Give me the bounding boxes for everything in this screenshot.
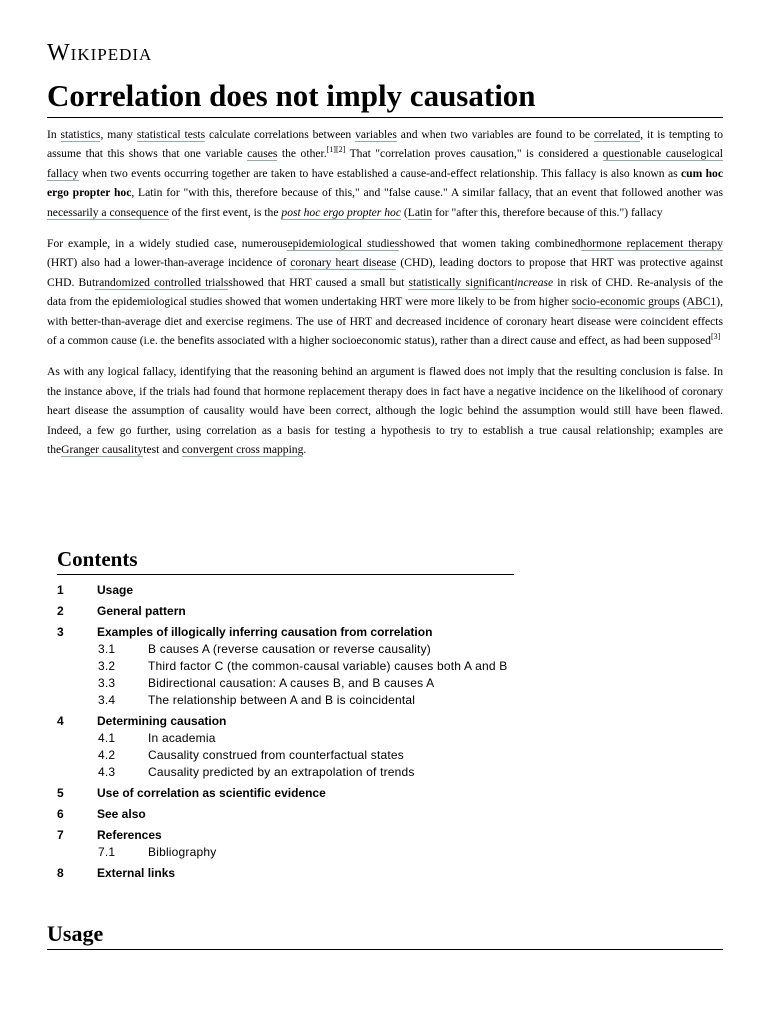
toc-subitem-label: In academia [148,731,216,745]
link-correlated[interactable]: correlated [593,128,641,141]
toc-item[interactable] [57,713,514,730]
toc-item-label: Use of correlation as scientific evidence [97,786,326,800]
italic-term: increase [514,275,554,289]
text: . [303,443,307,457]
link-questionable-cause[interactable]: questionable causelogical fallacy [47,147,723,180]
toc-item-label: General pattern [97,604,186,618]
toc-subitem-number: 4.3 [98,765,116,779]
toc-subitem[interactable] [57,692,514,709]
text: (CHD), leading doctors to propose that HRT was protective against CHD. But [47,256,723,289]
table-of-contents [57,545,514,882]
toc-subitem-number: 3.2 [98,659,116,673]
link-causes[interactable]: causes [247,147,278,161]
toc-item-number: 5 [57,786,64,800]
toc-group [57,865,514,882]
text: when two events occurring together are taken to have established a cause-and-effect relationship. This fallacy is also known as [78,166,681,180]
link-coronary-heart-disease[interactable]: coronary heart disease [290,256,397,270]
toc-group [57,582,514,599]
toc-subitem[interactable] [57,730,514,747]
toc-item-number: 1 [57,583,64,597]
link-statistics[interactable]: statistics [60,128,101,141]
text: calculate correlations between [205,128,356,141]
toc-subitem[interactable] [57,764,514,781]
toc-subitem-number: 3.1 [98,642,116,656]
text: showed that HRT caused a small but [228,275,409,289]
toc-subitem-label: Bidirectional causation: A causes B, and B causes A [148,676,435,690]
toc-subitem[interactable] [57,675,514,692]
link-convergent-cross-mapping[interactable]: convergent cross mapping [181,443,304,457]
toc-group [57,713,514,781]
toc-group [57,827,514,861]
toc-subitem[interactable] [57,641,514,658]
toc-subitem-label: Bibliography [148,845,217,859]
toc-subitem-label: Causality construed from counterfactual states [148,748,404,762]
toc-item-number: 2 [57,604,64,618]
toc-group [57,603,514,620]
link-socio-economic-groups[interactable]: socio-economic groups [571,295,680,309]
text: ), with better-than-average diet and exercise regimens. The use of HRT and decreased incidence of coronary heart disease were coincident effects of a common cause (i.e. the benefits associated with a higher socioeconomic status), rather than a direct cause and effect, as had been supposed [47,295,724,348]
toc-item-label: See also [97,807,146,821]
toc-item[interactable] [57,827,514,844]
page-title: Correlation does not imply causation [47,76,723,118]
link-statistically-significant[interactable]: statistically significant [408,275,515,289]
link-variables[interactable]: variables [355,128,397,141]
toc-subitem-label: Third factor C (the common-causal variable) causes both A and B [148,659,508,673]
toc-subitem-label: The relationship between A and B is coincidental [148,693,416,707]
text: in risk of CHD. Re-analysis of the data from the epidemiological studies showed that women undertaking HRT were more likely to be from higher [47,275,723,309]
toc-item-number: 4 [57,714,64,728]
text: showed that women taking combined [399,237,581,251]
article-body [47,125,723,472]
toc-subitem-number: 4.2 [98,748,116,762]
link-hormone-replacement-therapy[interactable]: hormone replacement therapy [580,237,723,251]
text: , it is tempting to assume that this shows that one variable [47,128,723,161]
toc-item-label: Determining causation [97,714,227,728]
text: ( [400,205,408,219]
text: for "after this, therefore because of this.") fallacy [432,205,663,219]
link-randomized-controlled-trials[interactable]: randomized controlled trials [95,275,229,289]
toc-subitem-label: B causes A (reverse causation or reverse causality) [148,642,431,656]
toc-item[interactable] [57,785,514,802]
text: of the first event, is the [168,205,282,219]
paragraph-fallacy [47,362,723,459]
paragraph-example [47,234,723,350]
toc-item[interactable] [57,624,514,641]
toc-subitem-number: 3.3 [98,676,116,690]
link-statistical-tests[interactable]: statistical tests [136,128,206,141]
toc-item-label: Usage [97,583,134,597]
link-abc1[interactable]: ABC1 [686,295,717,309]
text: In [47,128,61,141]
citation-1-2[interactable]: [1][2] [326,145,346,155]
toc-subitem[interactable] [57,844,514,861]
toc-item-number: 3 [57,625,64,639]
toc-subitem[interactable] [57,658,514,675]
toc-subitem[interactable] [57,747,514,764]
link-epidemiological-studies[interactable]: epidemiological studies [287,237,400,251]
toc-item-number: 8 [57,866,64,880]
link-post-hoc[interactable]: post hoc ergo propter hoc [281,205,401,219]
toc-item-number: 7 [57,828,64,842]
toc-list [57,582,514,882]
toc-item-label: References [97,828,162,842]
paragraph-intro [47,125,723,222]
wikipedia-logo[interactable] [47,40,152,67]
text: the other. [277,147,327,161]
text: (HRT) also had a lower-than-average incidence of [47,256,291,270]
toc-item[interactable] [57,582,514,599]
toc-item[interactable] [57,806,514,823]
text: and when two variables are found to be [396,128,594,141]
citation-3[interactable]: [3] [710,332,721,342]
toc-group [57,785,514,802]
link-granger-causality[interactable]: Granger causality [61,443,144,457]
toc-group [57,624,514,709]
toc-item-label: External links [97,866,176,880]
toc-item[interactable] [57,865,514,882]
text: As with any logical fallacy, identifying that the reasoning behind an argument is flawed does not imply that the resulting conclusion is false. In the instance above, if the trials had found that hormone replacement therapy does in fact have a negative incidence on the likelihood of coronary heart disease the assumption of causality would have been correct, although the logic behind the assumption would still have been flawed. Indeed, a few go further, using correlation as a basis for testing a hypothesis to try to establish a true causal relationship; examples are the [47,365,723,457]
text: test and [143,443,182,457]
text: That "correlation proves causation," is considered a [345,147,603,161]
text: , many [100,128,137,141]
toc-item-number: 6 [57,807,64,821]
toc-item-label: Examples of illogically inferring causation from correlation [97,625,433,639]
text: ( [679,295,687,309]
logo-text: Wikipedia [47,40,153,66]
toc-heading: Contents [57,545,514,575]
bold-term: cum hoc ergo propter hoc [47,166,724,200]
toc-group [57,806,514,823]
toc-subitem-label: Causality predicted by an extrapolation of trends [148,765,415,779]
toc-subitem-number: 3.4 [98,693,116,707]
toc-subitem-number: 4.1 [98,731,116,745]
toc-item[interactable] [57,603,514,620]
text: For example, in a widely studied case, numerous [47,237,288,251]
link-latin[interactable]: Latin [407,205,433,219]
section-heading-usage: Usage [47,920,723,950]
toc-subitem-number: 7.1 [98,845,116,859]
link-necessarily-a-consequence[interactable]: necessarily a consequence [47,205,169,219]
text: , Latin for "with this, therefore because of this," and "false cause." A similar fallacy, that an event that followed another was [131,186,723,200]
